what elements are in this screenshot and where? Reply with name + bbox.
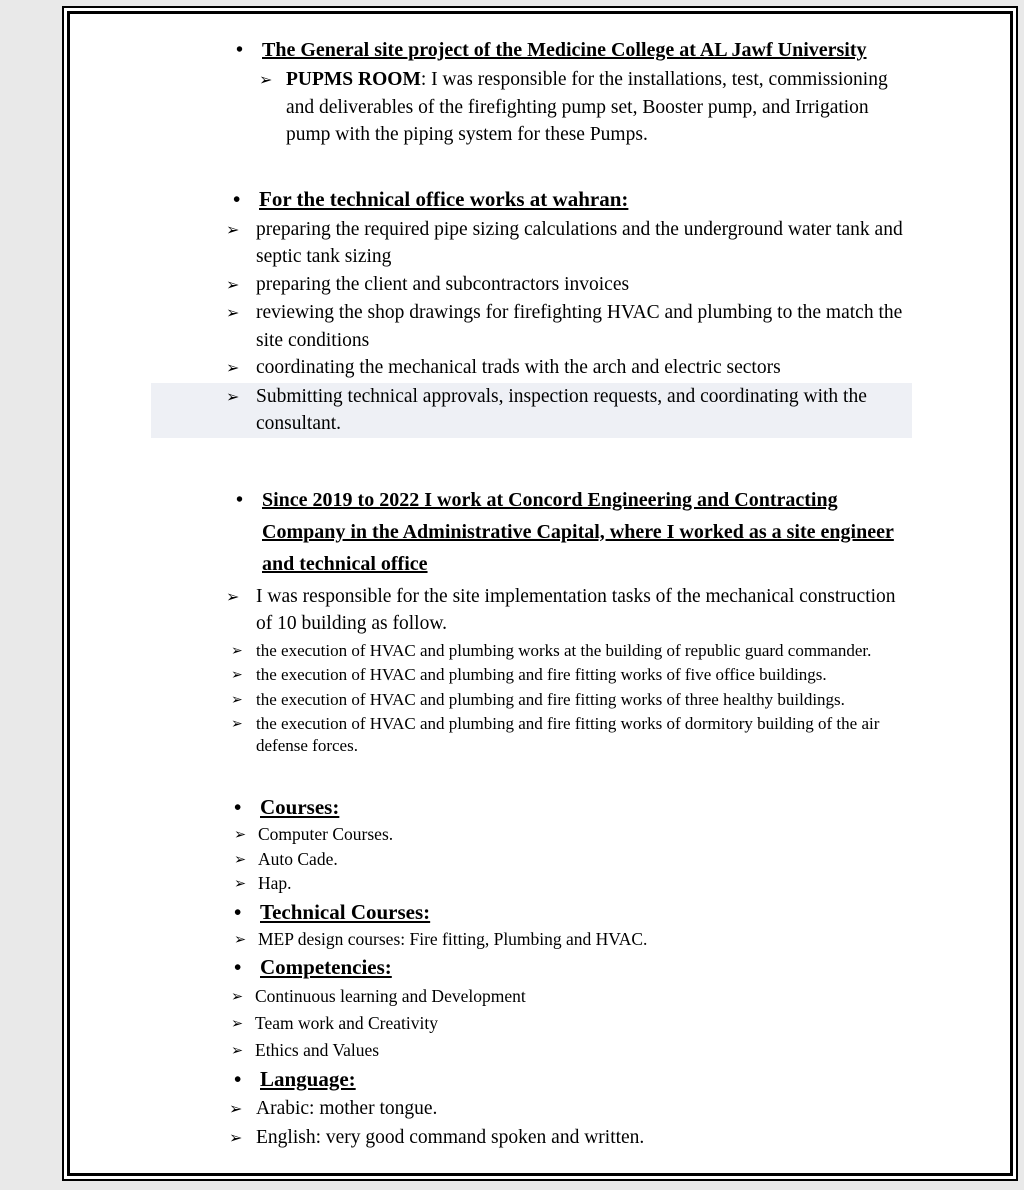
- list-item: [151, 271, 912, 300]
- list-item: [151, 583, 912, 638]
- item-text: Submitting technical approvals, inspection requests, and coordinating with the consultant.: [256, 385, 867, 434]
- section-heading-text: Language:: [260, 1067, 356, 1091]
- item-text: Hap.: [258, 873, 292, 893]
- bullet-dot-icon: •: [236, 39, 244, 61]
- bullet-dot-icon: •: [233, 186, 241, 211]
- item-text: Auto Cade.: [258, 848, 338, 869]
- arrow-bullet-icon: ➢: [226, 588, 240, 606]
- bullet-dot-icon: •: [236, 488, 244, 511]
- list-item: [151, 928, 912, 953]
- arrow-bullet-icon: ➢: [226, 305, 240, 322]
- arrow-bullet-icon: ➢: [229, 1101, 243, 1118]
- arrow-bullet-icon: ➢: [226, 221, 240, 239]
- arrow-bullet-icon: ➢: [234, 876, 247, 892]
- highlighted-list-item: [151, 383, 912, 438]
- section-heading-text: Courses:: [260, 795, 340, 819]
- item-lead: PUPMS ROOM: [286, 69, 421, 90]
- item-text: Continuous learning and Development: [255, 986, 526, 1006]
- section-heading-text: Technical Courses:: [260, 899, 431, 924]
- arrow-bullet-icon: ➢: [229, 1130, 243, 1147]
- section-heading: [151, 484, 912, 580]
- item-text: coordinating the mechanical trads with the arch and electric sectors: [256, 357, 781, 378]
- arrow-bullet-icon: ➢: [234, 851, 247, 868]
- item-text: I was responsible for the site implementation tasks of the mechanical construction of 10 building as follow.: [256, 585, 896, 634]
- arrow-bullet-icon: ➢: [226, 388, 240, 406]
- bullet-dot-icon: •: [234, 1067, 242, 1091]
- item-text: [286, 66, 912, 149]
- arrow-bullet-icon: ➢: [234, 827, 247, 843]
- list-item: [151, 640, 912, 663]
- list-item: [151, 664, 912, 687]
- item-rest: : I was responsible for the installations, test, commissioning and deliverables of the firefighting pump set, Booster pump, and Irrigation pump with the piping system for these Pumps.: [286, 69, 888, 145]
- item-text: MEP design courses: Fire fitting, Plumbing and HVAC.: [258, 928, 648, 949]
- bullet-dot-icon: •: [234, 795, 242, 819]
- arrow-bullet-icon: ➢: [231, 989, 244, 1005]
- list-item: [151, 1010, 912, 1037]
- item-text: Team work and Creativity: [255, 1013, 438, 1033]
- arrow-bullet-icon: ➢: [231, 1016, 244, 1032]
- list-item: [151, 823, 912, 848]
- item-text: preparing the client and subcontractors invoices: [256, 273, 630, 295]
- list-item: [151, 1124, 912, 1153]
- section-heading-text: For the technical office works at wahran:: [259, 186, 629, 211]
- list-item: [151, 354, 912, 383]
- section-heading: [151, 36, 912, 64]
- item-text: Arabic: mother tongue.: [256, 1098, 438, 1119]
- page-frame-outer: [62, 6, 1018, 1181]
- arrow-bullet-icon: ➢: [234, 931, 247, 948]
- list-item: [151, 713, 912, 756]
- section-heading-text: Competencies:: [260, 955, 392, 979]
- arrow-bullet-icon: ➢: [231, 1043, 244, 1059]
- item-text: Computer Courses.: [258, 824, 394, 844]
- arrow-bullet-icon: ➢: [231, 643, 243, 659]
- bullet-dot-icon: •: [234, 899, 242, 924]
- list-item: [151, 216, 912, 271]
- item-text: the execution of HVAC and plumbing and fire fitting works of five office buildings.: [256, 665, 827, 684]
- list-item: [151, 689, 912, 712]
- arrow-bullet-icon: ➢: [231, 717, 243, 732]
- list-item: [151, 848, 912, 873]
- section-body: [151, 216, 912, 438]
- section-heading: [151, 1066, 912, 1093]
- item-text: Ethics and Values: [255, 1040, 380, 1060]
- list-item: [151, 983, 912, 1010]
- item-text: the execution of HVAC and plumbing works at the building of republic guard commander.: [256, 640, 872, 660]
- section-heading-text: Since 2019 to 2022 I work at Concord Engineering and Contracting Company in the Administrative Capital, where I worked as a site engineer and technical office: [262, 488, 894, 575]
- section-heading: [151, 899, 912, 926]
- arrow-bullet-icon: ➢: [231, 692, 243, 708]
- page-content: [76, 20, 1004, 1167]
- item-text: reviewing the shop drawings for firefighting HVAC and plumbing to the match the site conditions: [256, 302, 903, 351]
- section-heading: [151, 954, 912, 981]
- arrow-bullet-icon: ➢: [231, 668, 243, 683]
- arrow-bullet-icon: ➢: [226, 276, 240, 294]
- item-text: the execution of HVAC and plumbing and fire fitting works of three healthy buildings.: [256, 689, 845, 709]
- arrow-bullet-icon: ➢: [259, 72, 273, 89]
- section-heading: [151, 186, 912, 212]
- arrow-bullet-icon: ➢: [226, 360, 240, 377]
- list-item: [151, 1095, 912, 1124]
- list-item: [151, 1037, 912, 1064]
- list-item: [151, 872, 912, 897]
- item-text: English: very good command spoken and written.: [256, 1127, 645, 1148]
- list-item: [151, 299, 912, 354]
- item-text: the execution of HVAC and plumbing and fire fitting works of dormitory building of the air defense forces.: [256, 714, 880, 755]
- item-text: preparing the required pipe sizing calculations and the underground water tank and septic tank sizing: [256, 218, 903, 267]
- section-heading-text: The General site project of the Medicine College at AL Jawf University: [262, 39, 867, 61]
- bullet-dot-icon: •: [234, 955, 242, 979]
- section-heading: [151, 794, 912, 821]
- list-item: [151, 66, 912, 149]
- page-frame-inner: [67, 11, 1013, 1176]
